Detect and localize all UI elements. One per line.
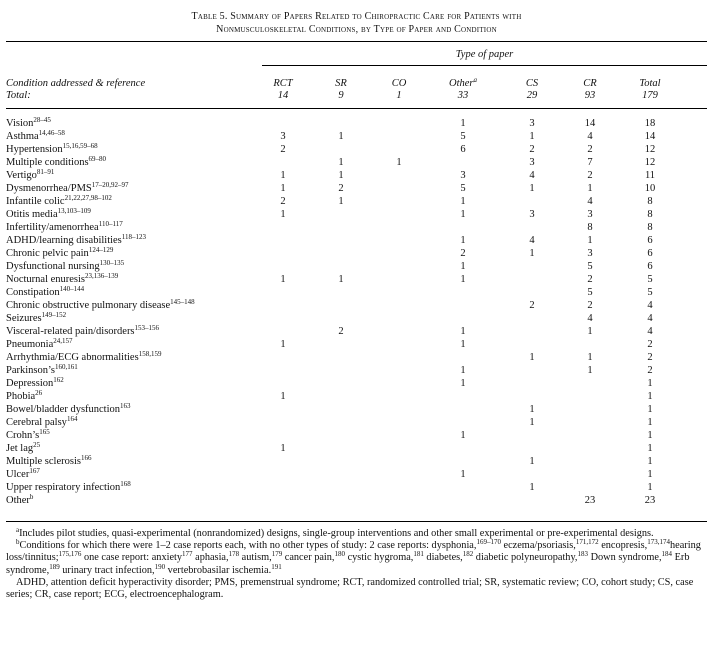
condition-cell [6,468,40,481]
condition-reference: b [29,493,34,501]
footnote-b-segment: cancer pain, [282,552,335,564]
type-of-paper-header: Type of paper [455,49,514,60]
cell-other: 1 [460,326,466,337]
cell-total: 12 [644,157,656,168]
cell-rct: 1 [280,274,286,285]
cell-total: 23 [644,495,656,506]
condition-reference: 130–135 [99,259,125,267]
table-row [6,156,707,169]
footnote-b-citation: 173,174 [647,538,670,547]
condition-cell [6,130,65,143]
cell-other: 1 [460,469,466,480]
condition-name: Other [6,495,30,506]
cell-total: 1 [647,469,653,480]
condition-cell [6,234,146,247]
top-rule [6,41,707,42]
column-header-total [620,78,680,102]
condition-reference: 15,16,59–68 [62,142,98,150]
footnote-b-mark: b [16,538,20,547]
footnote-b-segment: hearing loss/tinnitus; [6,540,701,564]
cell-rct: 3 [280,131,286,142]
cell-total: 8 [647,222,653,233]
footnote-b-segment: Erb syndrome, [6,552,690,576]
condition-reference: 81–91 [36,168,55,176]
condition-header-label: Condition addressed & reference [6,78,146,89]
cell-cs: 3 [529,157,535,168]
condition-cell [6,143,98,156]
cell-total: 1 [647,443,653,454]
cell-other: 1 [460,378,466,389]
column-header-cr [560,78,620,102]
cell-total: 18 [644,118,656,129]
table-row [6,351,707,364]
cell-total: 1 [647,482,653,493]
cell-total: 5 [647,287,653,298]
table-row [6,416,707,429]
condition-reference: 149–152 [41,311,67,319]
condition-name: Upper respiratory infection [6,482,121,493]
footnote-b-segment: eczema/psoriasis, [500,540,576,552]
footnote-b-citation: 171,172 [575,538,599,547]
condition-reference: 14,46–58 [38,129,65,137]
table-row [6,299,707,312]
footnote-b-citation: 183 [577,550,589,559]
cell-cr: 3 [587,209,593,220]
cell-cs: 2 [529,144,535,155]
bottom-rule [6,521,707,522]
cell-cr: 8 [587,222,593,233]
cell-rct: 1 [280,443,286,454]
condition-name: Ulcer [6,469,30,480]
footnote-b-segment: one case report: anxiety [81,552,183,564]
cell-sr: 1 [338,274,344,285]
cell-other: 1 [460,196,466,207]
cell-other: 1 [460,209,466,220]
condition-name: Chronic pelvic pain [6,248,89,259]
condition-cell [6,221,123,234]
title-line-2: Nonmusculoskeletal Conditions, by Type of Paper and Condition [216,24,497,35]
table-row [6,130,707,143]
footnote-b-segment: diabetes, [423,552,463,564]
cell-total: 11 [644,170,656,181]
cell-cs: 1 [529,248,535,259]
cell-other: 5 [460,183,466,194]
cell-total: 1 [647,456,653,467]
condition-cell [6,364,78,377]
spanner-rule [262,65,707,66]
cell-cs: 1 [529,404,535,415]
cell-other: 1 [460,274,466,285]
condition-reference: 110–117 [98,220,123,228]
condition-cell [6,208,91,221]
footnote-b-citation: 179 [271,550,283,559]
condition-name: Multiple conditions [6,157,89,168]
footnote-a-text: Includes pilot studies, quasi-experimental (nonrandomized) designs, single-group interventions and other small experimental or pre-experimental designs. [19,528,654,539]
table-row [6,377,707,390]
table-row [6,325,707,338]
footnote-b-citation: 169–170 [476,538,501,547]
cell-rct: 1 [280,339,286,350]
cell-rct: 2 [280,144,286,155]
condition-reference: 164 [66,415,78,423]
cell-total: 6 [647,248,653,259]
cell-cr: 4 [587,196,593,207]
cell-total: 6 [647,261,653,272]
column-header-name: Total [639,78,661,89]
condition-name: Parkinson’s [6,365,56,376]
condition-name: Infantile colic [6,196,65,207]
cell-total: 8 [647,209,653,220]
condition-name: Dysmenorrhea/PMS [6,183,92,194]
cell-total: 2 [647,352,653,363]
column-total: 9 [338,90,344,101]
cell-rct: 1 [280,391,286,402]
column-header-footnote-mark: a [473,76,477,84]
footnote-b-citation: 175,176 [58,550,82,559]
column-header-name: SR [335,78,347,89]
condition-name: Phobia [6,391,36,402]
cell-other: 1 [460,430,466,441]
cell-sr: 1 [338,170,344,181]
cell-cr: 2 [587,170,593,181]
footnote-b-citation: 181 [413,550,424,559]
footnote-b-segment: aphasia, [192,552,229,564]
condition-name: Dysfunctional nursing [6,261,100,272]
condition-cell [6,442,40,455]
condition-cell [6,455,91,468]
condition-cell [6,351,161,364]
cell-rct: 1 [280,170,286,181]
condition-name: Cerebral palsy [6,417,67,428]
header-bottom-rule [6,108,707,109]
title-line-1: Table 5. Summary of Papers Related to Chiropractic Care for Patients with [191,11,522,22]
cell-sr: 1 [338,157,344,168]
condition-reference: 163 [120,402,131,410]
condition-name: Vertigo [6,170,37,181]
footnote-b-segment: encopresis, [598,540,648,552]
column-header-co [369,78,429,102]
condition-name: Asthma [6,131,39,142]
condition-reference: 153–156 [134,324,160,332]
condition-reference: 124–129 [88,246,114,254]
condition-name: Chronic obstructive pulmonary disease [6,300,171,311]
cell-other: 2 [460,248,466,259]
footnote-b-segment: vertebrobasilar ischemia. [165,564,272,576]
cell-cr: 5 [587,261,593,272]
condition-reference: 24,157 [53,337,73,345]
cell-other: 1 [460,118,466,129]
cell-total: 1 [647,391,653,402]
condition-reference: 168 [120,480,131,488]
condition-name: Vision [6,118,34,129]
cell-cs: 1 [529,482,535,493]
cell-cr: 1 [587,183,593,194]
footnote-b-citation: 178 [228,550,240,559]
footnote-b-citation: 189 [49,562,60,571]
condition-name: Visceral-related pain/disorders [6,326,135,337]
condition-name: Arrhythmia/ECG abnormalities [6,352,139,363]
cell-other: 1 [460,339,466,350]
column-total: 1 [396,90,402,101]
cell-cr: 4 [587,131,593,142]
cell-sr: 1 [338,196,344,207]
condition-cell [6,429,50,442]
table-body [6,117,707,507]
footnote-b-segment: autism, [239,552,272,564]
condition-name: Crohn’s [6,430,40,441]
footnote-b-citation: 177 [182,550,193,559]
condition-cell [6,169,54,182]
cell-cr: 5 [587,287,593,298]
cell-cs: 1 [529,183,535,194]
cell-sr: 2 [338,183,344,194]
column-header-name: CS [525,78,539,89]
condition-name: Pneumonia [6,339,54,350]
condition-reference: 28–45 [33,116,51,124]
condition-name: Infertility/amenorrhea [6,222,99,233]
condition-reference: 13,103–109 [57,207,91,215]
cell-sr: 2 [338,326,344,337]
cell-co: 1 [396,157,402,168]
condition-cell [6,390,42,403]
table-row [6,286,707,299]
condition-reference: 23,136–139 [85,272,119,280]
condition-name: Seizures [6,313,42,324]
cell-total: 1 [647,404,653,415]
cell-rct: 1 [280,209,286,220]
condition-name: Otitis media [6,209,58,220]
footnote-b-segment: diabetic polyneuropathy, [473,552,578,564]
footnotes [6,528,703,601]
cell-total: 10 [644,183,656,194]
cell-cr: 2 [587,144,593,155]
condition-cell [6,299,195,312]
table-row [6,429,707,442]
condition-cell [6,286,84,299]
cell-cs: 3 [529,209,535,220]
condition-reference: 160,161 [55,363,78,371]
footnote-b-segment: Down syndrome, [588,552,662,564]
condition-name: Nocturnal enuresis [6,274,86,285]
footnote-b-text: Conditions for which there were 1–2 case reports each, with no other types of study: 2 case reports: dysphonia, [19,540,477,552]
cell-other: 1 [460,235,466,246]
table-row [6,273,707,286]
cell-cr: 2 [587,300,593,311]
column-header-name: Other [449,78,474,89]
cell-cs: 1 [529,131,535,142]
table-row [6,494,707,507]
cell-other: 6 [460,144,466,155]
cell-cs: 3 [529,118,535,129]
condition-reference: 21,22,27,98–102 [64,194,112,202]
cell-cr: 1 [587,352,593,363]
table-row [6,481,707,494]
cell-cs: 1 [529,352,535,363]
table-row [6,468,707,481]
condition-name: Constipation [6,287,60,298]
cell-cr: 2 [587,274,593,285]
condition-cell [6,481,131,494]
cell-cr: 4 [587,313,593,324]
cell-other: 1 [460,261,466,272]
condition-reference: 145–148 [170,298,195,306]
condition-reference: 166 [80,454,92,462]
cell-cr: 14 [584,118,596,129]
cell-rct: 2 [280,196,286,207]
cell-total: 2 [647,339,653,350]
cell-cr: 1 [587,326,593,337]
table-row [6,195,707,208]
cell-cr: 1 [587,365,593,376]
condition-name: ADHD/learning disabilities [6,235,122,246]
column-total: 93 [584,90,596,101]
cell-total: 8 [647,196,653,207]
column-header-other [433,78,493,102]
cell-total: 4 [647,326,653,337]
cell-total: 14 [644,131,656,142]
condition-name: Depression [6,378,54,389]
cell-rct: 1 [280,183,286,194]
cell-cs: 4 [529,170,535,181]
table-row [6,390,707,403]
footnote-b-citation: 182 [462,550,474,559]
condition-cell [6,312,66,325]
condition-reference: 17–20,92–97 [91,181,129,189]
condition-cell [6,156,106,169]
condition-reference: 162 [53,376,64,384]
table-row [6,442,707,455]
cell-cr: 7 [587,157,593,168]
table-row [6,143,707,156]
table-row [6,455,707,468]
condition-reference: 26 [35,389,43,397]
column-total: 29 [526,90,538,101]
cell-cr: 1 [587,235,593,246]
footnote-b-citation: 191 [271,562,282,571]
condition-reference: 167 [29,467,40,475]
column-total: 33 [457,90,469,101]
cell-total: 2 [647,365,653,376]
footnote-b-segment: cystic hygroma, [345,552,414,564]
total-header-label: Total: [6,90,31,101]
cell-cs: 2 [529,300,535,311]
condition-reference: 25 [33,441,41,449]
cell-other: 1 [460,365,466,376]
condition-reference: 69–80 [88,155,107,163]
table-row [6,221,707,234]
footnote-b-segment: urinary tract infection, [59,564,155,576]
table-row [6,312,707,325]
column-header-rct [253,78,313,102]
cell-other: 5 [460,131,466,142]
cell-cs: 4 [529,235,535,246]
footnote-b-citation: 184 [661,550,673,559]
condition-reference: 158,159 [138,350,162,358]
footnote-b [6,540,703,577]
footnote-b-citation: 190 [154,562,166,571]
condition-cell [6,325,159,338]
column-total: 179 [642,90,658,101]
column-header-name: CO [391,78,407,89]
condition-name: Hypertension [6,144,63,155]
cell-total: 4 [647,313,653,324]
condition-reference: 165 [39,428,50,436]
condition-name: Bowel/bladder dysfunction [6,404,121,415]
footnote-abbreviations: ADHD, attention deficit hyperactivity disorder; PMS, premenstrual syndrome; RCT, randomized controlled trial; SR, systematic review; CO, cohort study; CS, case series; CR, case report; ECG, electroencephalogram. [6,576,694,601]
condition-name: Multiple sclerosis [6,456,81,467]
condition-name: Jet lag [6,443,34,454]
table-row [6,364,707,377]
column-header-name: CR [583,78,597,89]
condition-cell [6,494,33,507]
column-header-name: RCT [273,78,293,89]
condition-header [6,78,145,102]
cell-other: 3 [460,170,466,181]
column-header-name-wrap [433,78,493,90]
cell-total: 12 [644,144,656,155]
cell-sr: 1 [338,131,344,142]
cell-total: 1 [647,417,653,428]
cell-total: 4 [647,300,653,311]
table-row [6,403,707,416]
cell-cs: 1 [529,417,535,428]
table-row [6,338,707,351]
condition-reference: 140–144 [59,285,85,293]
condition-cell [6,247,113,260]
cell-cr: 3 [587,248,593,259]
cell-cr: 23 [584,495,596,506]
cell-cs: 1 [529,456,535,467]
cell-total: 6 [647,235,653,246]
condition-reference: 118–123 [121,233,147,241]
table-row [6,117,707,130]
condition-cell [6,338,73,351]
footnote-b-citation: 180 [334,550,345,559]
column-header-cs [502,78,562,102]
footnote-a-mark: a [16,526,20,534]
column-total: 14 [277,90,289,101]
column-header-sr [311,78,371,102]
cell-total: 1 [647,378,653,389]
table-title [0,10,713,36]
cell-total: 5 [647,274,653,285]
cell-total: 1 [647,430,653,441]
